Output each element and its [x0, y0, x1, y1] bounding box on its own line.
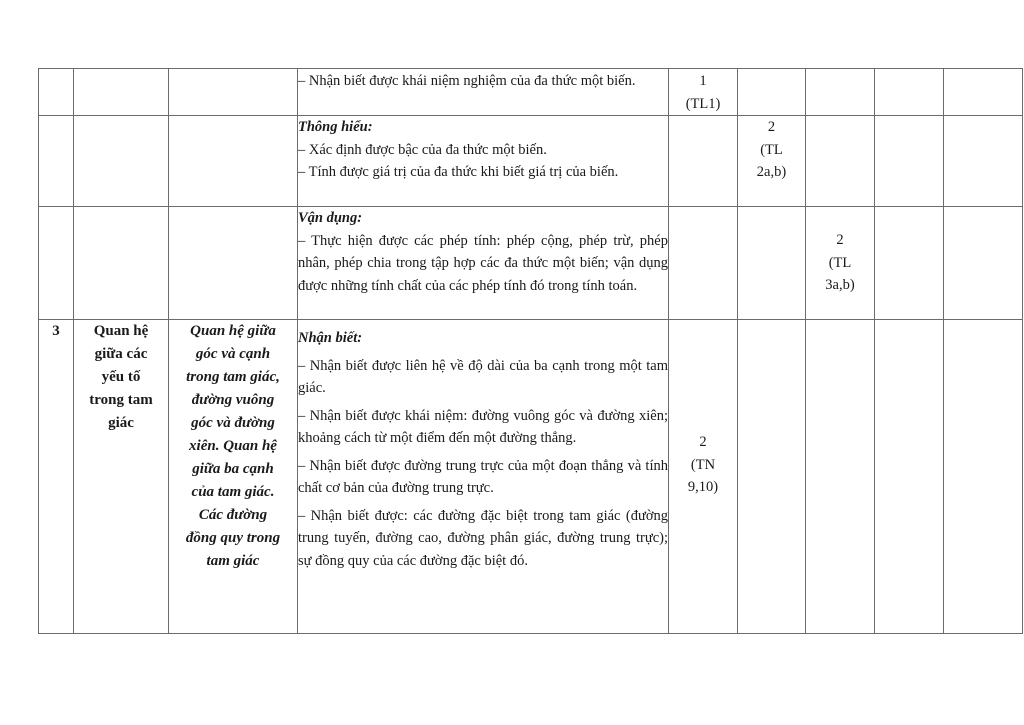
unit-line: xiên. Quan hệ [189, 438, 277, 454]
table-row [39, 116, 1023, 207]
unit-line: trong tam giác, [186, 369, 280, 385]
topic-line: yếu tố [101, 369, 141, 385]
stt-cell [39, 207, 74, 320]
unit-cell [169, 207, 298, 320]
empty-cell [944, 320, 1023, 634]
requirement-cell [298, 69, 669, 116]
requirement-line: – Xác định được bậc của đa thức một biến. [298, 141, 547, 158]
count-value: 2 [699, 434, 707, 450]
stt-cell: 3 [39, 320, 74, 634]
count-thong-hieu [738, 69, 806, 116]
count-ref: (TL [760, 141, 783, 158]
empty-cell [944, 207, 1023, 320]
level-heading: Thông hiểu: [298, 119, 373, 135]
unit-line: của tam giác. [191, 484, 275, 500]
count-ref: (TL1) [685, 95, 721, 112]
count-nhan-biet [669, 69, 738, 116]
count-nhan-biet [669, 116, 738, 207]
count-van-dung [806, 69, 875, 116]
level-heading: Vận dụng: [298, 210, 363, 226]
requirement-line: – Nhận biết được đường trung trực của một đoạn thẳng và tính chất cơ bản của đường trung trực. [298, 457, 668, 496]
unit-line: Các đường [198, 507, 268, 523]
count-van-dung-cao [875, 320, 944, 634]
count-nhan-biet [669, 207, 738, 320]
empty-cell [944, 69, 1023, 116]
count-thong-hieu [738, 320, 806, 634]
count-van-dung-cao [875, 207, 944, 320]
requirement-line: – Thực hiện được các phép tính: phép cộng, phép trừ, phép nhân, phép chia trong tập hợp các đa thức một biến; vận dụng được những tính chất của các phép tính đó trong tính toán. [298, 232, 668, 294]
count-nhan-biet [669, 320, 738, 634]
requirement-line: – Nhận biết được: các đường đặc biệt trong tam giác (đường trung tuyến, đường cao, đường phân giác, đường trung trực); sự đồng quy của các đường đặc biệt đó. [298, 507, 668, 569]
topic-line: giác [108, 415, 134, 431]
unit-line: đường vuông [191, 392, 275, 408]
count-van-dung [806, 116, 875, 207]
count-van-dung [806, 207, 875, 320]
topic-cell [74, 320, 169, 634]
unit-cell [169, 320, 298, 634]
stt-cell [39, 69, 74, 116]
count-ref: (TN [690, 456, 716, 473]
unit-line: góc và đường [191, 415, 275, 431]
table-row [39, 320, 1023, 634]
requirement-line: – Tính được giá trị của đa thức khi biết giá trị của biến. [298, 164, 619, 180]
level-heading: Nhận biết: [298, 330, 363, 346]
count-ref: 3a,b) [825, 277, 855, 293]
count-van-dung-cao [875, 69, 944, 116]
topic-line: giữa các [94, 346, 148, 362]
unit-cell [169, 69, 298, 116]
count-thong-hieu [738, 116, 806, 207]
unit-line: tam giác [206, 553, 260, 569]
stt-cell [39, 116, 74, 207]
requirement-line: – Nhận biết được liên hệ về độ dài của ba cạnh trong một tam giác. [298, 357, 668, 396]
count-ref: 9,10) [687, 479, 719, 495]
assessment-matrix-table [38, 68, 1023, 634]
requirement-line: – Nhận biết được khái niệm nghiệm của đa thức một biến. [298, 73, 636, 89]
unit-line: đồng quy trong [185, 530, 281, 546]
count-van-dung-cao [875, 116, 944, 207]
requirement-cell [298, 116, 669, 207]
topic-line: Quan hệ [93, 323, 149, 339]
unit-cell [169, 116, 298, 207]
requirement-cell [298, 320, 669, 634]
requirement-line: – Nhận biết được khái niệm: đường vuông góc và đường xiên; khoảng cách từ một điểm đến một đường thẳng. [298, 407, 668, 446]
count-value: 2 [836, 232, 844, 248]
count-value: 1 [699, 73, 707, 89]
topic-cell [74, 207, 169, 320]
empty-cell [944, 116, 1023, 207]
requirement-cell [298, 207, 669, 320]
unit-line: góc và cạnh [195, 346, 271, 362]
topic-line: trong tam [89, 392, 153, 408]
count-ref: (TL [828, 254, 852, 271]
unit-line: Quan hệ giữa [190, 323, 276, 339]
count-van-dung [806, 320, 875, 634]
count-value: 2 [767, 119, 776, 135]
topic-cell [74, 116, 169, 207]
count-ref: 2a,b) [756, 164, 787, 180]
topic-cell [74, 69, 169, 116]
table-row [39, 69, 1023, 116]
count-thong-hieu [738, 207, 806, 320]
table-row [39, 207, 1023, 320]
unit-line: giữa ba cạnh [192, 461, 274, 477]
